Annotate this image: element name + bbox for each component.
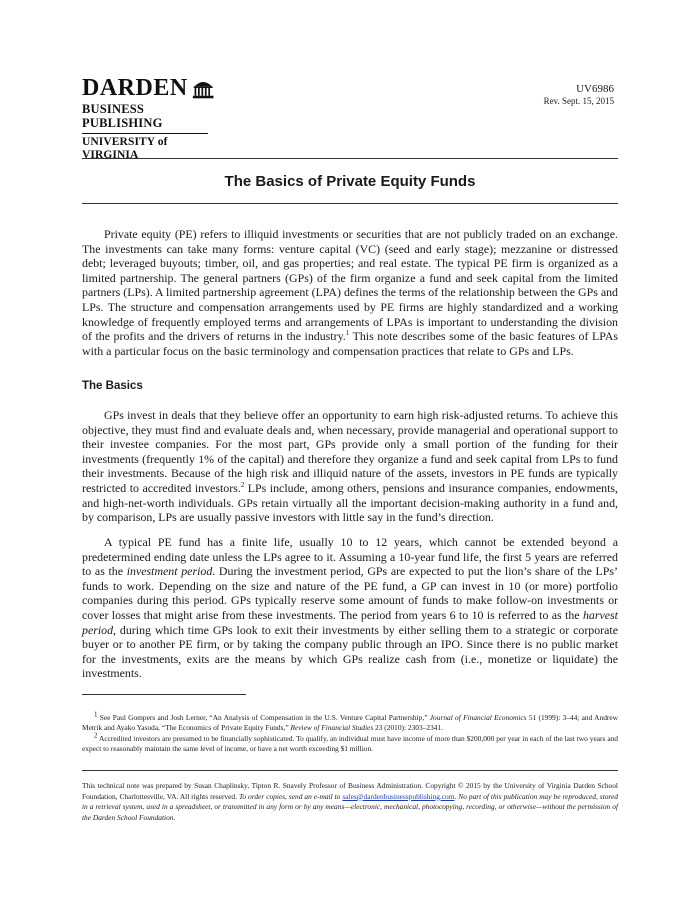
rotunda-icon	[192, 76, 214, 100]
footnote-ref-2[interactable]: 2	[240, 481, 245, 489]
footnote-1-text-b: 51 (1999): 3–44; and Andrew Metrik and Ayako Yasuda, “The Economics of Private Equity Funds,”	[82, 713, 618, 733]
footnote-2-text: Accredited investors are presumed to be financially sophisticated. To qualify, an individual must have income of more than $200,000 per year in each of the last two years and expect to reasonably maintain the same level of income, or have a net worth exceeding $1 million.	[82, 733, 618, 753]
basics-paragraph-1	[82, 408, 618, 525]
logo-darden-text: DARDEN	[82, 75, 188, 101]
basics-p2-part1: A typical PE fund has a finite life, usually 10 to 12 years, which cannot be extended beyond a predetermined ending date unless the LPs agree to it. Assuming a 10-year fund life, the first 5 years are referred to as the	[82, 535, 618, 579]
footer-rule	[82, 770, 618, 771]
footnote-1-marker: 1	[94, 710, 98, 719]
footnote-rule	[82, 694, 246, 695]
document-code-block	[544, 83, 614, 107]
order-copies-text: To order copies, send an e-mail to	[238, 791, 343, 801]
basics-p1-text-cont: LPs include, among others, pensions and insurance companies, endowments, and high-net-worth individuals. GPs retain virtually all the important decision-making authority in a fund and, by comparison, LPs are usually passive investors with little say in the fund’s direction.	[82, 480, 618, 525]
rights-text: . No part of this publication may be reproduced, stored in a retrieval system, used in a spreadsheet, or transmitted in any form or by any means—electronic, mechanical, photocopying, recording, or otherwise—without the permission of the Darden School Foundation.	[82, 791, 619, 822]
logo-business-publishing: BUSINESS PUBLISHING	[82, 102, 163, 130]
header-rule	[82, 158, 618, 159]
footnote-2-marker: 2	[94, 731, 98, 740]
page-title: The Basics of Private Equity Funds	[224, 173, 476, 190]
copyright-text: This technical note was prepared by Susan Chaplinsky, Tipton R. Snavely Professor of Business Administration. Copyright © 2015 by the University of Virginia Darden School Foundation, Charlottesville, VA. All rights reserved.	[82, 781, 618, 801]
footnote-ref-1[interactable]: 1	[345, 329, 350, 338]
sales-email-link[interactable]: sales@dardenbusinesspublishing.com	[342, 791, 455, 801]
logo-university: UNIVERSITY of VIRGINIA	[82, 136, 168, 161]
footnote-1-text-a: See Paul Gompers and Josh Lerner, “An Analysis of Compensation in the U.S. Venture Capital Partnership,”	[97, 713, 430, 722]
term-harvest-period: harvest period	[82, 607, 618, 637]
copyright-notice	[82, 781, 618, 823]
footnote-1	[82, 710, 618, 734]
title-rule	[82, 203, 618, 204]
intro-paragraph	[82, 227, 618, 358]
term-investment-period: investment period	[126, 564, 213, 579]
footnote-1-text-c: 23 (2010): 2303–2341.	[373, 723, 443, 733]
intro-text-cont: This note describes some of the basic features of LPAs with a particular focus on the basic terminology and compensation practices that relate to GPs and LPs.	[82, 329, 618, 358]
basics-paragraph-2	[82, 535, 618, 681]
footnote-1-journal-2: Review of Financial Studies	[290, 723, 374, 733]
section-heading: The Basics	[82, 380, 143, 392]
footnote-1-journal-1: Journal of Financial Economics	[429, 713, 527, 722]
footnotes	[82, 710, 618, 754]
logo-divider	[82, 133, 208, 134]
document-code: UV6986	[576, 83, 614, 95]
footnote-2	[82, 731, 618, 755]
intro-text: Private equity (PE) refers to illiquid investments or securities that are not publicly traded on an exchange. The investments can take many forms: venture capital (VC) (seed and early stage); mezzanine or distressed debt; leveraged buyouts; timber, oil, and gas properties; and real estate. The typical PE firm is organized as a limited partnership. The general partners (GPs) of the firm organize a fund and seek capital from the limited partners (LPs). A limited partnership agreement (LPA) defines the terms of the relationship between the GPs and LPs. The structure and compensation arrangements used by PE firms are highly standardized and a working knowledge of frequently employed terms and arrangements of LPAs is important to understanding the division of the profits and the drivers of returns in the industry.	[82, 227, 618, 344]
basics-p2-part2: . During the investment period, GPs are expected to put the lion’s share of the LPs’ funds to work. Depending on the size and nature of the PE fund, a GP can invest in 10 (or more) portfolio companies during this period. GPs typically reserve some amount of funds to make follow-on investments or cover losses that might arise from these investments. The period from years 6 to 10 is referred to as the	[82, 564, 618, 622]
darden-logo	[82, 74, 214, 162]
basics-p2-part3: , during which time GPs look to exit their investments by either selling them to a strategic or corporate buyer or to another PE firm, or by taking the company public through an IPO. Since there is no public market for the investments, exits are the means by which GPs realize cash from (i.e., monetize or liquidate) the investments.	[82, 622, 618, 681]
revision-date: Rev. Sept. 15, 2015	[543, 96, 614, 106]
basics-p1-text: GPs invest in deals that they believe offer an opportunity to earn high risk-adjusted returns. To achieve this objective, they must find and evaluate deals and, when necessary, provide managerial and operational support to their investee companies. For the most part, GPs provide only a small portion of the funding for their investments (frequently 1% of the capital) and therefore they organize a fund and seek capital from LPs to fund their investments. Because of the high risk and illiquid nature of the assets, investors in PE funds are typically restricted to accredited investors.	[82, 408, 618, 495]
